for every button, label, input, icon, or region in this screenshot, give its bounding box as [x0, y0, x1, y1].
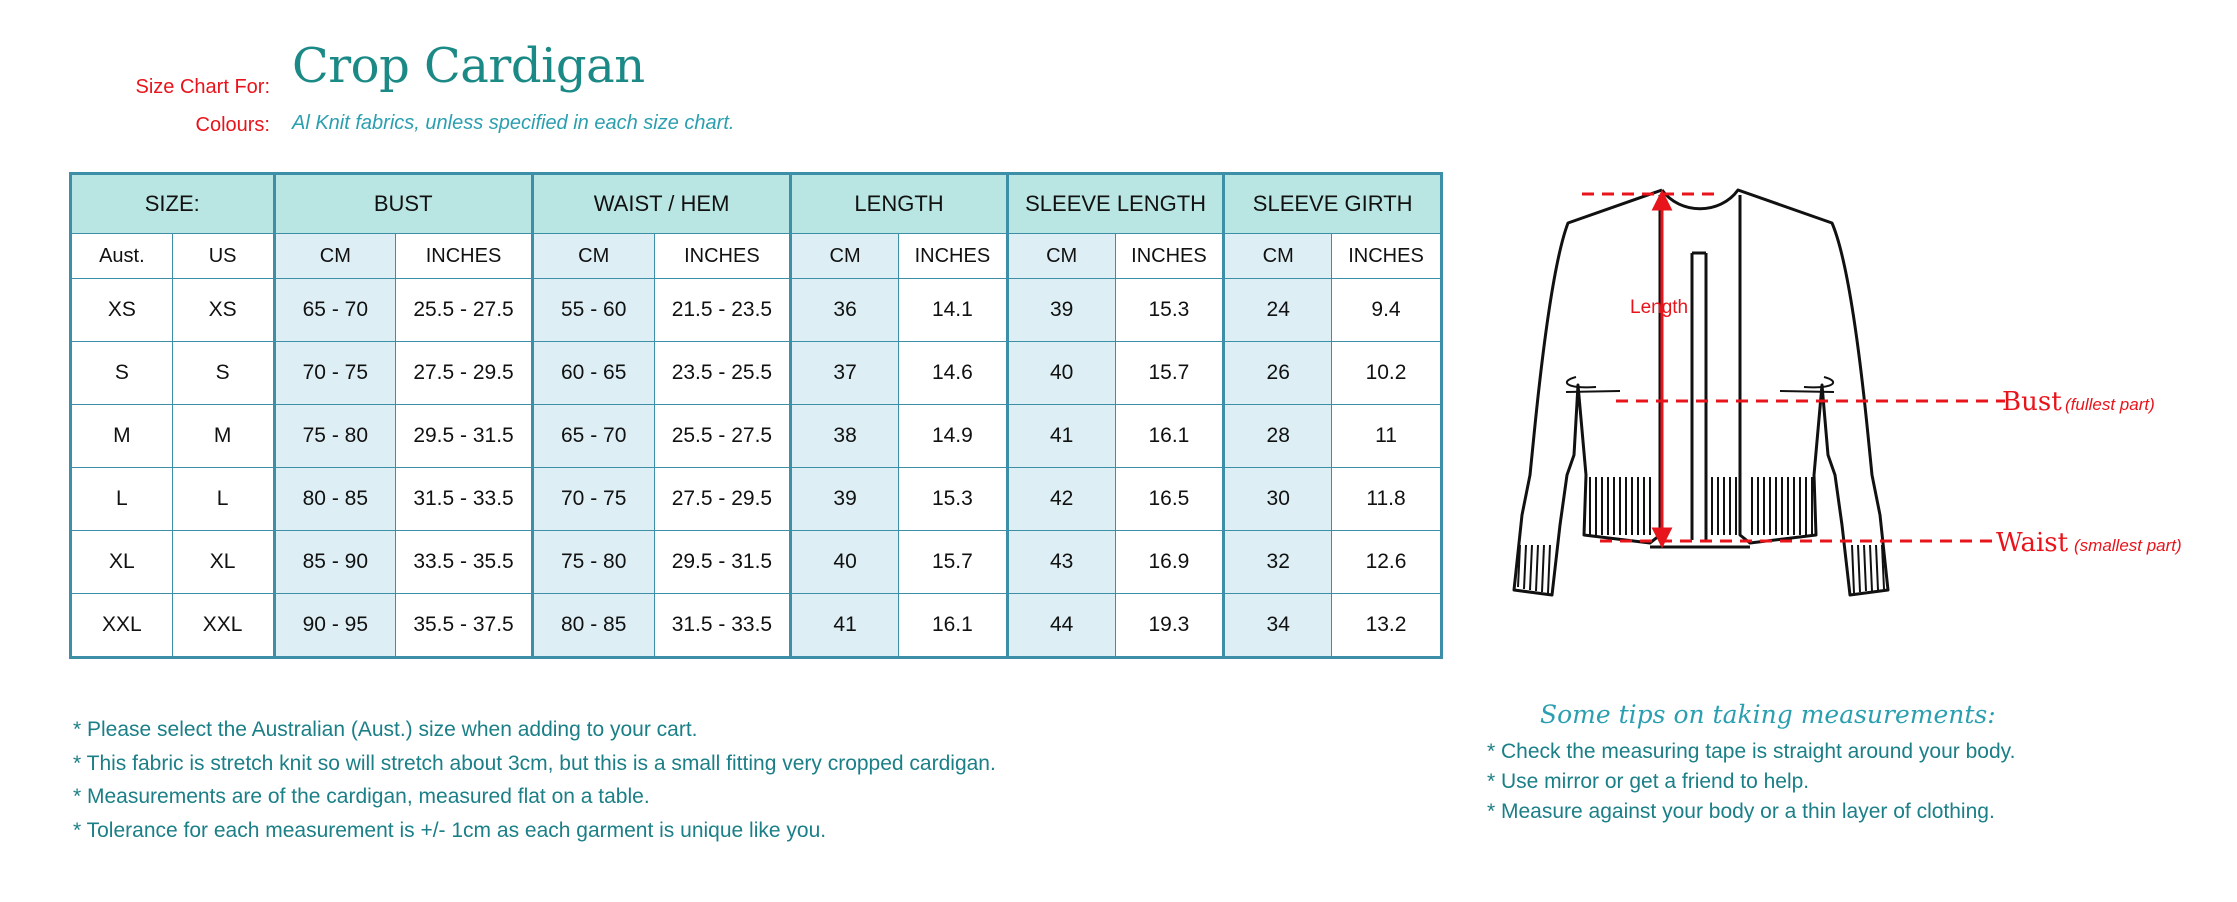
sub-header-cell: INCHES	[1115, 234, 1224, 279]
table-cell: 27.5 - 29.5	[654, 468, 791, 531]
table-cell: 41	[791, 594, 899, 658]
size-table	[69, 172, 1443, 659]
sub-header-cell: CM	[532, 234, 654, 279]
table-cell: 14.6	[898, 342, 1007, 405]
table-cell: 23.5 - 25.5	[654, 342, 791, 405]
table-cell: 75 - 80	[532, 531, 654, 594]
table-cell: 36	[791, 279, 899, 342]
table-cell: 11.8	[1332, 468, 1442, 531]
table-cell: XL	[172, 531, 274, 594]
table-cell: 40	[1007, 342, 1115, 405]
table-cell: XL	[71, 531, 173, 594]
table-cell: 26	[1224, 342, 1332, 405]
group-sleeve-girth: SLEEVE GIRTH	[1224, 174, 1442, 234]
table-cell: 15.3	[1115, 279, 1224, 342]
group-bust: BUST	[274, 174, 532, 234]
table-cell: 42	[1007, 468, 1115, 531]
table-cell: 39	[791, 468, 899, 531]
table-cell: 16.1	[1115, 405, 1224, 468]
note-item: * This fabric is stretch knit so will stretch about 3cm, but this is a small fitting very cropped cardigan.	[73, 751, 996, 775]
sub-header-cell: Aust.	[71, 234, 173, 279]
group-length: LENGTH	[791, 174, 1008, 234]
table-cell: XXL	[172, 594, 274, 658]
table-row	[71, 342, 1442, 405]
table-cell: 70 - 75	[532, 468, 654, 531]
group-size: SIZE:	[71, 174, 275, 234]
note-item: * Tolerance for each measurement is +/- 1cm as each garment is unique like you.	[73, 818, 827, 842]
table-cell: 25.5 - 27.5	[396, 279, 533, 342]
colours-value: Al Knit fabrics, unless specified in each size chart.	[292, 112, 735, 134]
sub-header-cell: INCHES	[1332, 234, 1442, 279]
table-cell: 16.1	[898, 594, 1007, 658]
table-cell: 14.9	[898, 405, 1007, 468]
table-row	[71, 531, 1442, 594]
table-cell: L	[71, 468, 173, 531]
table-cell: 30	[1224, 468, 1332, 531]
table-cell: 41	[1007, 405, 1115, 468]
table-cell: 24	[1224, 279, 1332, 342]
table-cell: XS	[172, 279, 274, 342]
table-cell: 43	[1007, 531, 1115, 594]
table-cell: 35.5 - 37.5	[396, 594, 533, 658]
table-cell: S	[172, 342, 274, 405]
table-cell: 21.5 - 23.5	[654, 279, 791, 342]
sub-header-cell: INCHES	[396, 234, 533, 279]
table-row	[71, 594, 1442, 658]
table-cell: 25.5 - 27.5	[654, 405, 791, 468]
table-cell: 15.7	[898, 531, 1007, 594]
table-cell: 12.6	[1332, 531, 1442, 594]
table-cell: 15.3	[898, 468, 1007, 531]
waist-note: (smallest part)	[2074, 536, 2182, 555]
bust-label: Bust	[2002, 387, 2062, 417]
table-cell: 31.5 - 33.5	[396, 468, 533, 531]
table-cell: 90 - 95	[274, 594, 396, 658]
table-cell: 44	[1007, 594, 1115, 658]
table-cell: 16.5	[1115, 468, 1224, 531]
bust-note: (fullest part)	[2065, 395, 2155, 414]
sub-header-cell: CM	[274, 234, 396, 279]
table-cell: 80 - 85	[532, 594, 654, 658]
table-cell: 15.7	[1115, 342, 1224, 405]
table-cell: 28	[1224, 405, 1332, 468]
table-cell: 40	[791, 531, 899, 594]
waist-label: Waist	[1996, 528, 2069, 558]
table-cell: 32	[1224, 531, 1332, 594]
table-cell: 39	[1007, 279, 1115, 342]
table-cell: 29.5 - 31.5	[654, 531, 791, 594]
cardigan-diagram	[1470, 175, 2210, 605]
table-cell: M	[71, 405, 173, 468]
table-cell: 34	[1224, 594, 1332, 658]
table-cell: 55 - 60	[532, 279, 654, 342]
sub-header-cell: INCHES	[654, 234, 791, 279]
sub-header-cell: INCHES	[898, 234, 1007, 279]
table-cell: M	[172, 405, 274, 468]
tips-list	[1487, 737, 2015, 827]
tip-item: * Check the measuring tape is straight around your body.	[1487, 740, 2016, 763]
table-cell: 31.5 - 33.5	[654, 594, 791, 658]
table-cell: 85 - 90	[274, 531, 396, 594]
note-item: * Please select the Australian (Aust.) size when adding to your cart.	[73, 718, 698, 741]
table-cell: XS	[71, 279, 173, 342]
sub-header-cell: CM	[1007, 234, 1115, 279]
note-item: * Measurements are of the cardigan, measured flat on a table.	[73, 785, 650, 808]
table-cell: 29.5 - 31.5	[396, 405, 533, 468]
table-cell: 80 - 85	[274, 468, 396, 531]
table-row	[71, 468, 1442, 531]
table-cell: 27.5 - 29.5	[396, 342, 533, 405]
table-row	[71, 279, 1442, 342]
length-label: Length	[1630, 297, 1689, 318]
table-cell: 14.1	[898, 279, 1007, 342]
table-row	[71, 405, 1442, 468]
table-cell: 37	[791, 342, 899, 405]
notes-list	[73, 713, 996, 847]
table-cell: L	[172, 468, 274, 531]
table-cell: 9.4	[1332, 279, 1442, 342]
table-cell: 16.9	[1115, 531, 1224, 594]
table-cell: 11	[1332, 405, 1442, 468]
table-cell: 60 - 65	[532, 342, 654, 405]
table-cell: 13.2	[1332, 594, 1442, 658]
table-cell: 33.5 - 35.5	[396, 531, 533, 594]
table-cell: 10.2	[1332, 342, 1442, 405]
table-cell: 38	[791, 405, 899, 468]
table-cell: 19.3	[1115, 594, 1224, 658]
table-cell: XXL	[71, 594, 173, 658]
sub-header-cell: CM	[791, 234, 899, 279]
page-title: Crop Cardigan	[292, 38, 645, 94]
size-chart-label: Size Chart For:	[135, 76, 270, 98]
tip-item: * Measure against your body or a thin layer of clothing.	[1487, 800, 1995, 823]
colours-label: Colours:	[195, 114, 270, 136]
table-sub-header	[71, 234, 1442, 279]
table-cell: 70 - 75	[274, 342, 396, 405]
table-group-header	[71, 174, 1442, 234]
table-cell: 75 - 80	[274, 405, 396, 468]
sub-header-cell: CM	[1224, 234, 1332, 279]
group-waist-hem: WAIST / HEM	[532, 174, 790, 234]
table-cell: S	[71, 342, 173, 405]
sub-header-cell: US	[172, 234, 274, 279]
table-cell: 65 - 70	[532, 405, 654, 468]
tips-title: Some tips on taking measurements:	[1540, 700, 1996, 729]
tip-item: * Use mirror or get a friend to help.	[1487, 770, 1810, 793]
group-sleeve-length: SLEEVE LENGTH	[1007, 174, 1224, 234]
table-cell: 65 - 70	[274, 279, 396, 342]
